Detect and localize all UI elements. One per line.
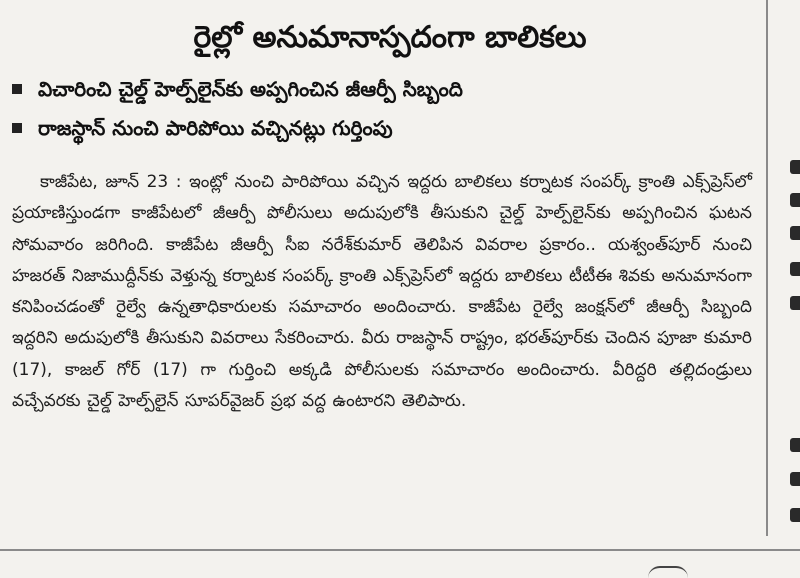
text-fragment xyxy=(790,508,800,522)
bottom-divider xyxy=(0,549,800,551)
adjacent-column-fragment xyxy=(790,0,800,548)
article-headline: రైల్లో అనుమానాస్పదంగా బాలికలు xyxy=(193,20,587,55)
text-fragment xyxy=(790,193,800,207)
text-fragment xyxy=(790,296,800,310)
subheading-text: రాజస్థాన్ నుంచి పారిపోయి వచ్చినట్లు గుర్తింపు xyxy=(38,116,393,140)
article-body: కాజీపేట, జూన్ 23 : ఇంట్లో నుంచి పారిపోయి వచ్చిన ఇద్దరు బాలికలు కర్నాటక సంపర్క్ క్రాంతి ఎక్స్‌ప్రెస్‌లో ప్రయాణిస్తుండగా కాజీపేటలో జీఆర్పీ పోలీసులు అదుపులోకి తీసుకుని చైల్డ్ హెల్ప్‌లైన్‌కు అప్పగించిన ఘటన సోమవారం జరిగింది. కాజీపేట జీఆర్పీ సీఐ నరేశ్‌కుమార్ తెలిపిన వివరాల ప్రకారం.. యశ్వంత్‌పూర్ నుంచి హజరత్ నిజాముద్దీన్‌కు వెళ్తున్న కర్నాటక సంపర్క్ క్రాంతి ఎక్స్‌ప్రెస్‌లో ఇద్దరు బాలికలు టీటీఈ శివకు అనుమానంగా కనిపించడంతో రైల్వే ఉన్నతాధికారులకు సమాచారం అందించారు. కాజీపేట రైల్వే జంక్షన్‌లో జీఆర్పీ సిబ్బంది ఇద్దరిని అదుపులోకి తీసుకుని వివరాలు సేకరించారు. వీరు రాజస్థాన్ రాష్ట్రం, భరత్‌పూర్‌కు చెందిన పూజా కుమారి (17), కాజల్ గోర్ (17) గా గుర్తించి అక్కడి పోలీసులకు సమాచారం అందించారు. వీరిద్దరి తల్లిదండ్రులు వచ్చేవరకు చైల్డ్ హెల్ప్‌లైన్ సూపర్‌వైజర్ ప్రభ వద్ద ఉంటారని తెలిపారు. xyxy=(12,172,752,412)
subheading-bullet xyxy=(12,113,393,143)
text-fragment xyxy=(790,472,800,486)
text-fragment xyxy=(790,160,800,174)
subheading-text: విచారించి చైల్డ్ హెల్ప్‌లైన్‌కు అప్పగించిన జీఆర్పీ సిబ్బంది xyxy=(38,77,463,101)
column-divider xyxy=(766,0,768,536)
next-article-fragment xyxy=(648,566,688,578)
text-fragment xyxy=(790,438,800,452)
subheading-bullet xyxy=(12,74,463,104)
text-fragment xyxy=(790,262,800,276)
text-fragment xyxy=(790,226,800,240)
bullet-square-icon xyxy=(12,84,22,94)
bullet-square-icon xyxy=(12,123,22,133)
